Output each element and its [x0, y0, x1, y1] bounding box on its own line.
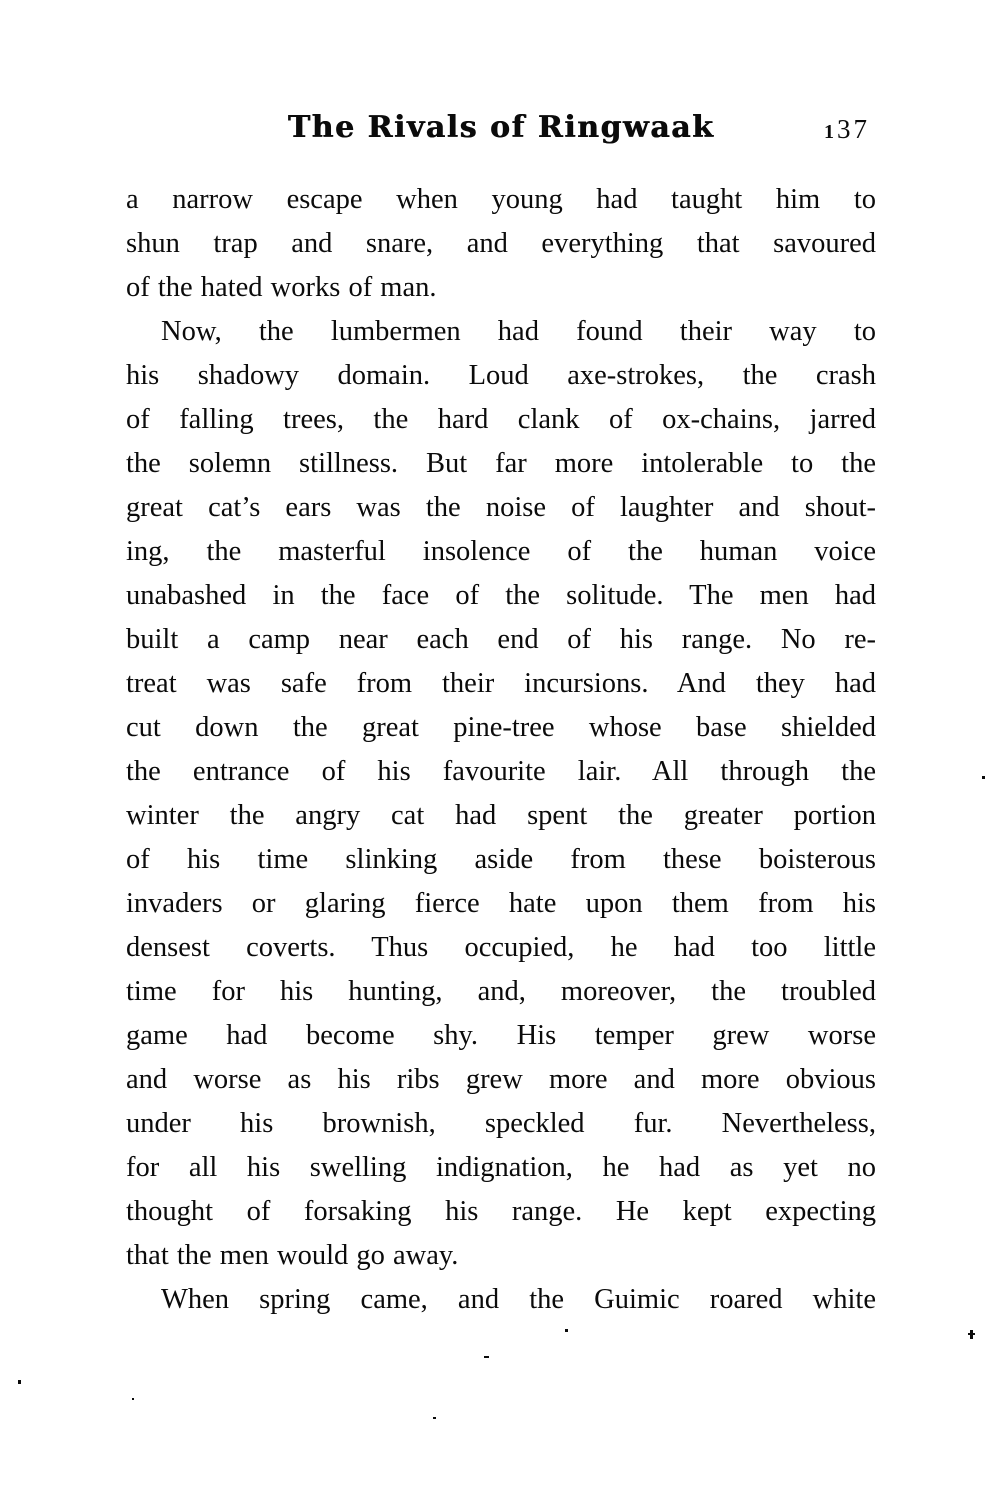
text-line: invaders or glaring fierce hate upon them from his: [126, 888, 876, 919]
scan-speck: [982, 776, 985, 779]
text-line: of the hated works of man.: [126, 272, 437, 303]
text-line: cut down the great pine-tree whose base shielded: [126, 712, 876, 743]
scan-speck: [484, 1356, 489, 1358]
text-line: treat was safe from their incursions. And they had: [126, 668, 876, 699]
scan-speck: [565, 1329, 568, 1332]
text-line: densest coverts. Thus occupied, he had too little: [126, 932, 876, 963]
text-line: winter the angry cat had spent the greater portion: [126, 800, 876, 831]
text-line: the solemn stillness. But far more intolerable to the: [126, 448, 876, 479]
text-line: under his brownish, speckled fur. Nevertheless,: [126, 1108, 876, 1139]
text-line: ing, the masterful insolence of the human voice: [126, 536, 876, 567]
scan-speck: [433, 1417, 436, 1419]
text-line: thought of forsaking his range. He kept expecting: [126, 1196, 876, 1227]
running-title: The Rivals of Ringwaak: [287, 110, 715, 145]
body-text: [126, 178, 876, 1322]
text-line: his shadowy domain. Loud axe-strokes, the crash: [126, 360, 876, 391]
paragraph: [126, 178, 876, 310]
paragraph: [126, 310, 876, 1278]
text-line: that the men would go away.: [126, 1240, 459, 1271]
text-line: of falling trees, the hard clank of ox-chains, jarred: [126, 404, 876, 435]
text-line: the entrance of his favourite lair. All through the: [126, 756, 876, 787]
text-line: a narrow escape when young had taught him to: [126, 184, 876, 215]
text-line: great cat’s ears was the noise of laughter and shout-: [126, 492, 876, 523]
text-line: of his time slinking aside from these boisterous: [126, 844, 876, 875]
text-line: unabashed in the face of the solitude. The men had: [126, 580, 876, 611]
page-number: 137: [824, 114, 870, 144]
scan-speck: [132, 1398, 134, 1400]
text-line: game had become shy. His temper grew worse: [126, 1020, 876, 1051]
page-header: [126, 106, 876, 150]
scan-speck: [18, 1380, 21, 1384]
scan-speck: [968, 1333, 975, 1335]
text-line: for all his swelling indignation, he had as yet no: [126, 1152, 876, 1183]
text-line: Now, the lumbermen had found their way to: [161, 316, 876, 347]
text-line: shun trap and snare, and everything that savoured: [126, 228, 876, 259]
paragraph: [126, 1278, 876, 1322]
text-line: time for his hunting, and, moreover, the troubled: [126, 976, 876, 1007]
text-line: built a camp near each end of his range. No re-: [126, 624, 876, 655]
text-line: and worse as his ribs grew more and more obvious: [126, 1064, 876, 1095]
text-line: When spring came, and the Guimic roared white: [161, 1284, 876, 1315]
